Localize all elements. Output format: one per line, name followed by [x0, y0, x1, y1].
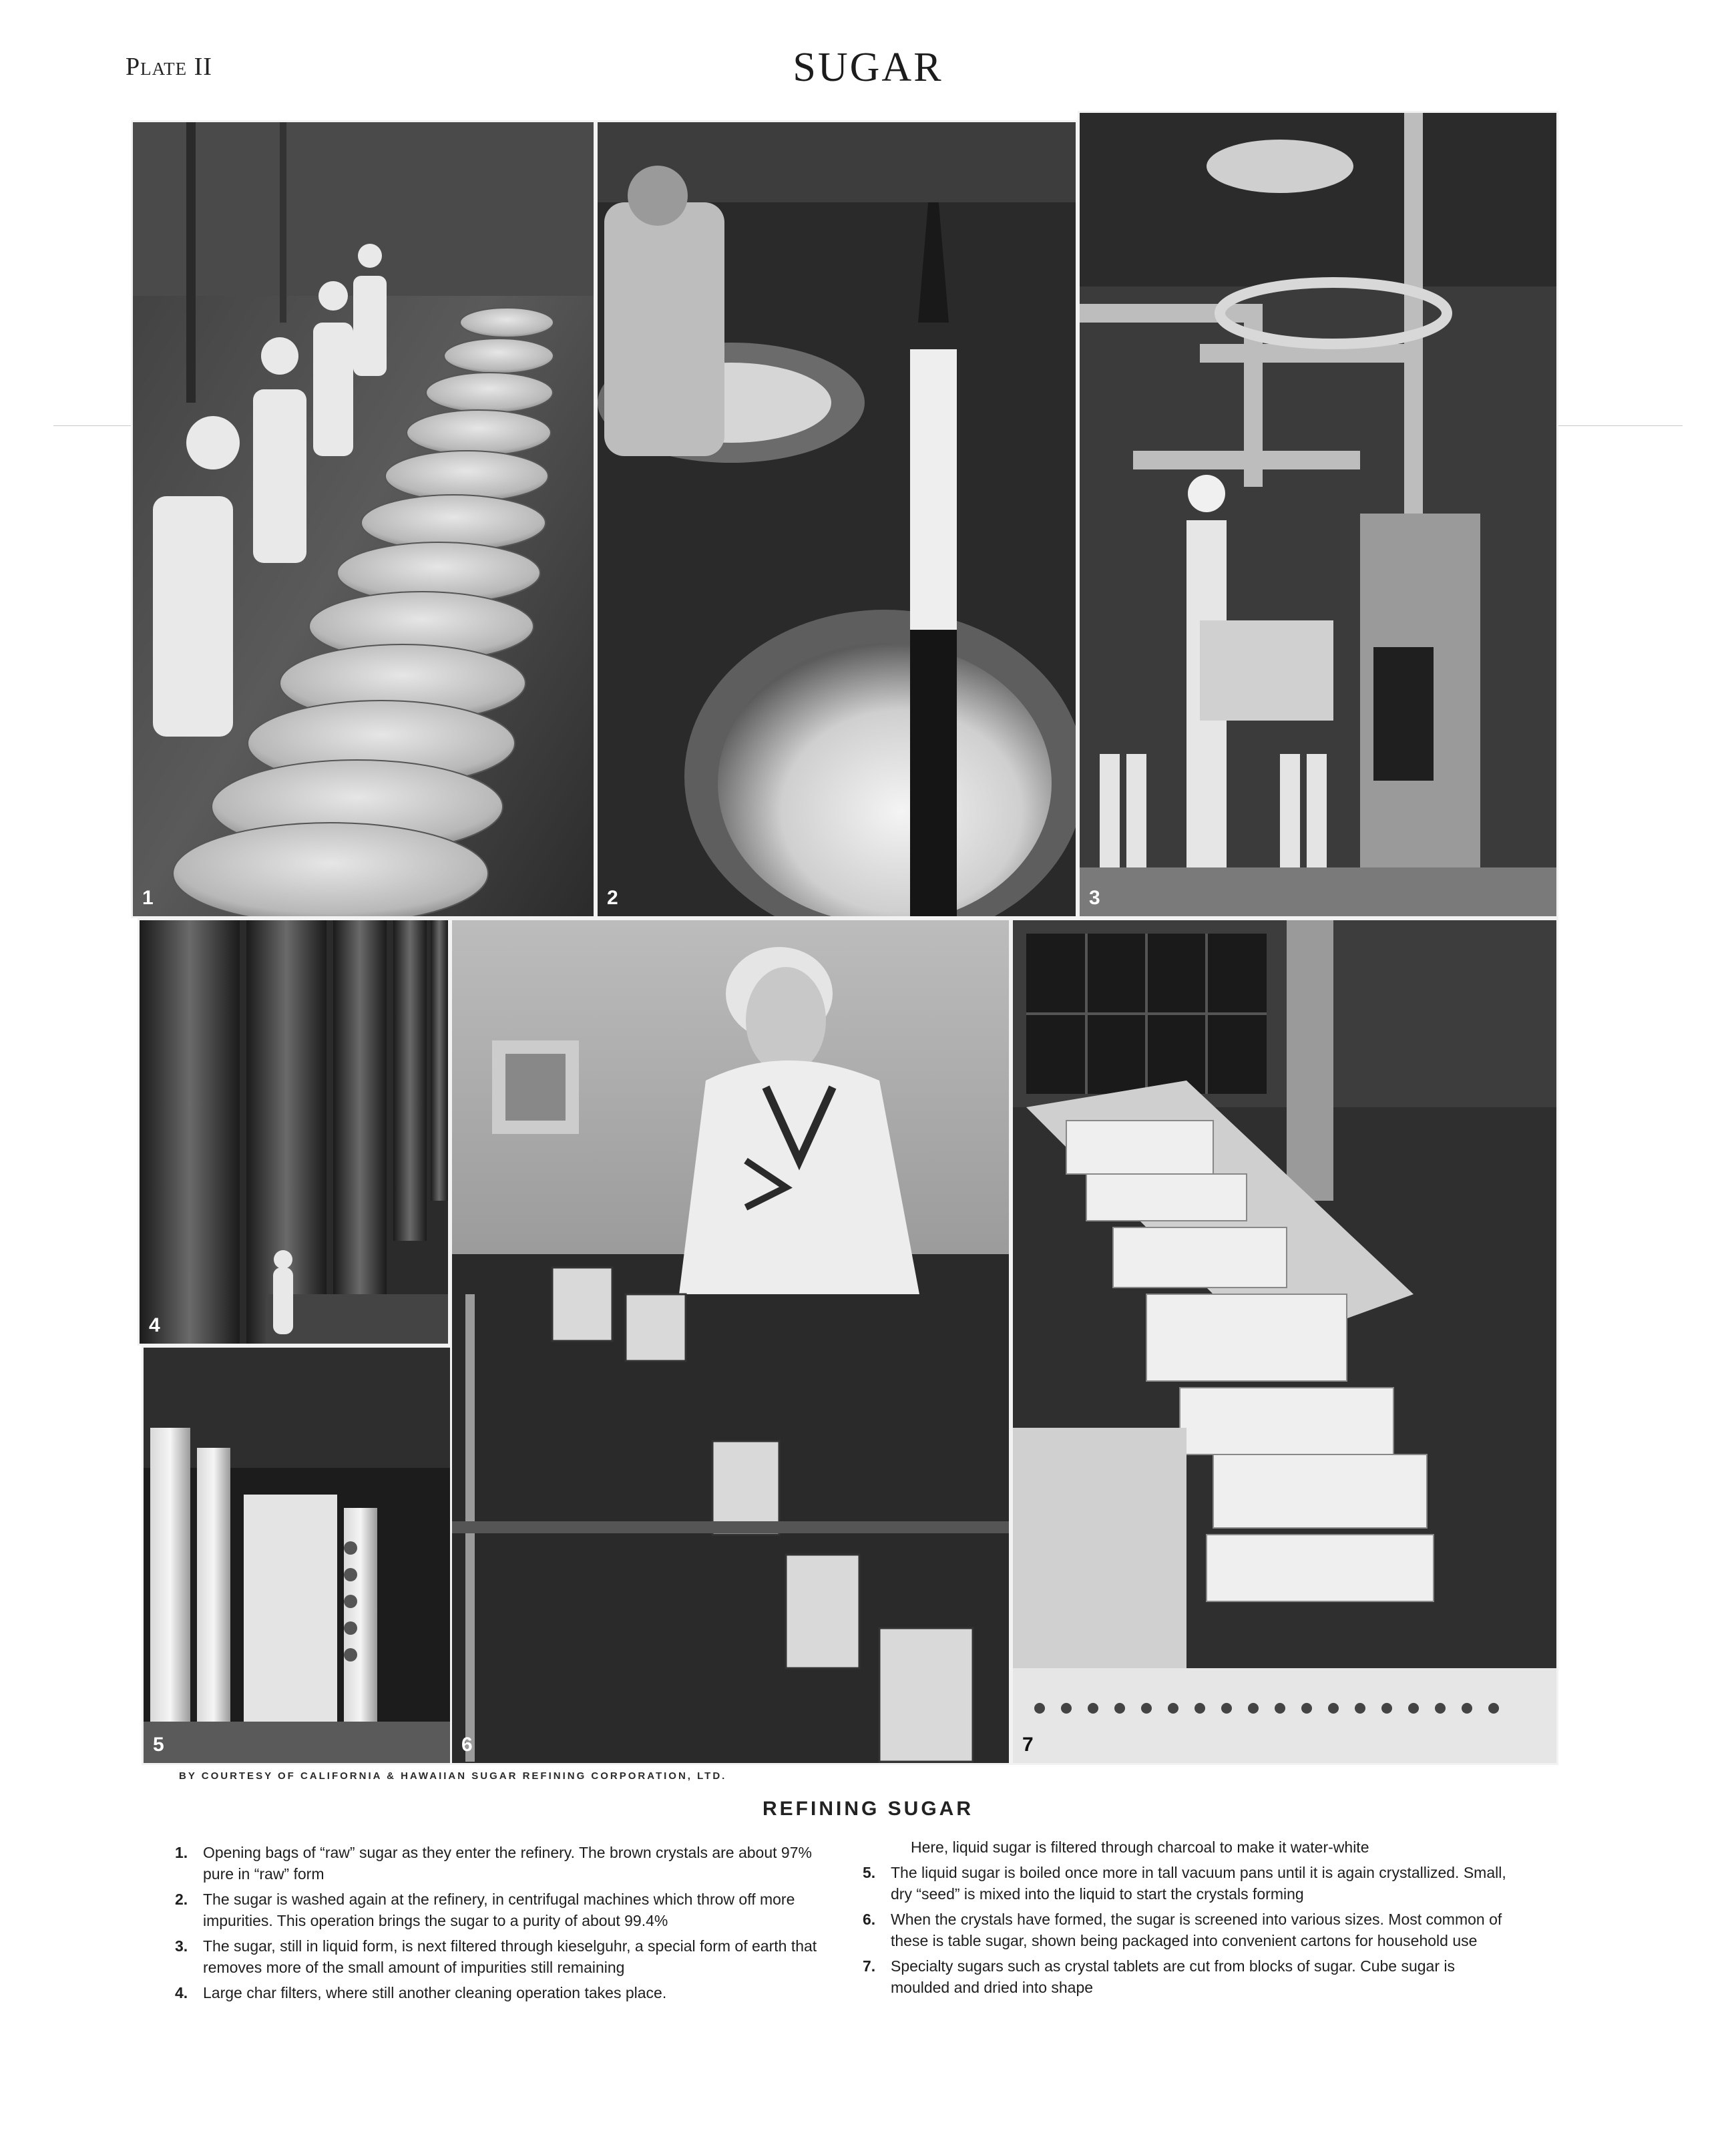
- caption-column-left: [175, 1842, 836, 2007]
- caption-item-4-continuation: Here, liquid sugar is filtered through charcoal to make it water-white: [911, 1838, 1369, 1856]
- photo-5-image: [144, 1348, 453, 1763]
- caption-item-3: [175, 1935, 836, 1978]
- caption-item-1: [175, 1842, 836, 1885]
- caption-item-number: 4.: [175, 1984, 188, 2001]
- photo-7-image: [1013, 920, 1556, 1763]
- page-title: SUGAR: [793, 45, 943, 90]
- photo-4-number: 4: [149, 1314, 160, 1336]
- photo-2: [596, 120, 1078, 918]
- photo-3: [1078, 111, 1558, 918]
- photo-1-number: 1: [142, 887, 154, 909]
- plate-label: Plate II: [126, 53, 212, 81]
- photo-1-image: [133, 122, 594, 916]
- caption-item-text: Opening bags of “raw” sugar as they enter the refinery. The brown crystals are about 97% pure in “raw” form: [203, 1844, 812, 1883]
- caption-item-text: The sugar is washed again at the refinery, in centrifugal machines which throw off more impurities. This operation brings the sugar to a purity of about 99.4%: [203, 1891, 795, 1929]
- caption-item-4: [175, 1982, 836, 2003]
- caption-item-text: Specialty sugars such as crystal tablets are cut from blocks of sugar. Cube sugar is moulded and dried into shape: [891, 1957, 1455, 1996]
- photo-6-number: 6: [461, 1734, 473, 1756]
- caption-item-number: 7.: [863, 1957, 876, 1975]
- caption-item-text: When the crystals have formed, the sugar is screened into various sizes. Most common of these is table sugar, shown being packaged into convenient cartons for household use: [891, 1911, 1502, 1949]
- caption-item-2: [175, 1889, 836, 1931]
- caption-item-text: The liquid sugar is boiled once more in tall vacuum pans until it is again crystallized. Small, dry “seed” is mixed into the liquid to start the crystals forming: [891, 1864, 1506, 1903]
- photo-6: [450, 918, 1011, 1765]
- photo-6-image: [452, 920, 1009, 1763]
- photo-4: [138, 918, 450, 1346]
- caption-item-6: [863, 1909, 1517, 1951]
- photo-2-image: [598, 122, 1076, 916]
- caption-item-5: [863, 1862, 1517, 1905]
- photo-2-number: 2: [607, 887, 618, 909]
- photo-7: [1011, 918, 1558, 1765]
- photo-1: [131, 120, 596, 918]
- caption-item-7: [863, 1955, 1517, 1998]
- caption-item-number: 2.: [175, 1891, 188, 1908]
- caption-item-text: The sugar, still in liquid form, is next filtered through kieselguhr, a special form of earth that removes more of the small amount of impurities still remaining: [203, 1937, 817, 1976]
- photo-5: [142, 1346, 455, 1765]
- caption-column-right: [863, 1836, 1517, 2002]
- photo-4-image: [140, 920, 448, 1344]
- caption-item-text: Large char filters, where still another cleaning operation takes place.: [203, 1984, 667, 2001]
- caption-item-number: 5.: [863, 1864, 876, 1881]
- caption-item-number: 1.: [175, 1844, 188, 1861]
- caption-title: REFINING SUGAR: [762, 1798, 973, 1820]
- photo-7-number: 7: [1022, 1734, 1034, 1756]
- caption-item-number: 3.: [175, 1937, 188, 1955]
- photo-5-number: 5: [153, 1734, 164, 1756]
- photo-3-number: 3: [1089, 887, 1100, 909]
- caption-item-number: 6.: [863, 1911, 876, 1928]
- photo-credit: BY COURTESY OF CALIFORNIA & HAWAIIAN SUGAR REFINING CORPORATION, LTD.: [179, 1770, 727, 1782]
- photo-3-image: [1080, 113, 1556, 916]
